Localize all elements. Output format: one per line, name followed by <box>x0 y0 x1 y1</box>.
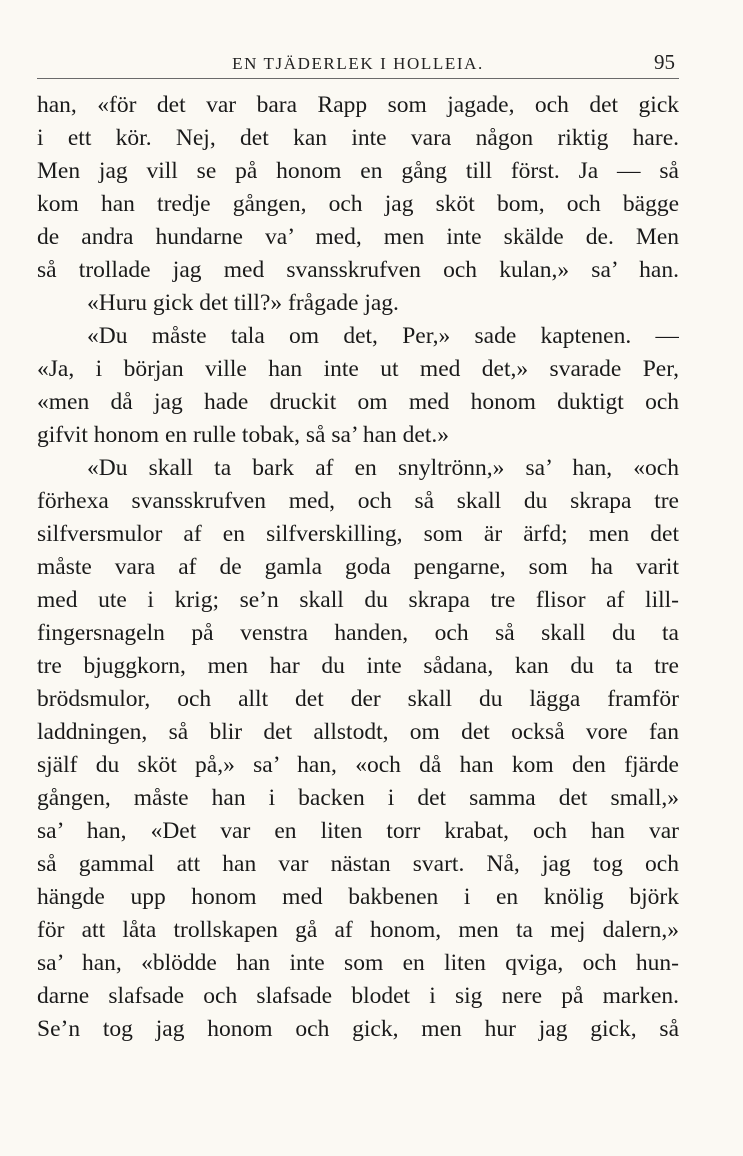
text-line: silfversmulor af en silfverskilling, som är ärfd; men det <box>37 521 679 547</box>
text-line: «Huru gick det till?» frågade jag. <box>87 290 399 316</box>
text-line: «Du måste tala om det, Per,» sade kaptenen. — <box>87 323 679 349</box>
text-line: fingersnageln på venstra handen, och så skall du ta <box>37 620 679 646</box>
page-header <box>37 44 679 79</box>
text-line: «Ja, i början ville han inte ut med det,» svarade Per, <box>37 356 679 382</box>
text-line: gifvit honom en rulle tobak, så sa’ han det.» <box>37 422 450 448</box>
text-line: sa’ han, «blödde han inte som en liten qviga, och hun- <box>37 950 679 976</box>
text-line: laddningen, så blir det allstodt, om det också vore fan <box>37 719 679 745</box>
text-line: med ute i krig; se’n skall du skrapa tre flisor af lill- <box>37 587 679 613</box>
text-line: hängde upp honom med bakbenen i en knölig björk <box>37 884 679 910</box>
book-page <box>37 44 679 1046</box>
text-line: kom han tredje gången, och jag sköt bom, och bägge <box>37 191 679 217</box>
page-body <box>37 89 679 1046</box>
text-line: i ett kör. Nej, det kan inte vara någon riktig hare. <box>37 125 679 151</box>
text-line: för att låta trollskapen gå af honom, men ta mej dalern,» <box>37 917 679 943</box>
text-line: sa’ han, «Det var en liten torr krabat, och han var <box>37 818 679 844</box>
text-line: gången, måste han i backen i det samma det small,» <box>37 785 679 811</box>
text-line: måste vara af de gamla goda pengarne, som ha varit <box>37 554 679 580</box>
text-line: Se’n tog jag honom och gick, men hur jag gick, så <box>37 1016 679 1042</box>
text-line: darne slafsade och slafsade blodet i sig nere på marken. <box>37 983 679 1009</box>
text-line: så trollade jag med svansskrufven och kulan,» sa’ han. <box>37 257 679 283</box>
text-line: de andra hundarne va’ med, men inte skälde de. Men <box>37 224 679 250</box>
text-line: brödsmulor, och allt det der skall du lägga framför <box>37 686 679 712</box>
text-line: Men jag vill se på honom en gång till först. Ja — så <box>37 158 679 184</box>
text-line: «Du skall ta bark af en snyltrönn,» sa’ han, «och <box>87 455 679 481</box>
page-number: 95 <box>654 50 675 74</box>
text-line: själf du sköt på,» sa’ han, «och då han kom den fjärde <box>37 752 679 778</box>
text-line: så gammal att han var nästan svart. Nå, jag tog och <box>37 851 679 877</box>
running-head: EN TJÄDERLEK I HOLLEIA. <box>232 54 484 73</box>
text-line: förhexa svansskrufven med, och så skall du skrapa tre <box>37 488 679 514</box>
text-line: «men då jag hade druckit om med honom duktigt och <box>37 389 679 415</box>
text-line: tre bjuggkorn, men har du inte sådana, kan du ta tre <box>37 653 679 679</box>
text-line: han, «för det var bara Rapp som jagade, och det gick <box>37 92 679 118</box>
